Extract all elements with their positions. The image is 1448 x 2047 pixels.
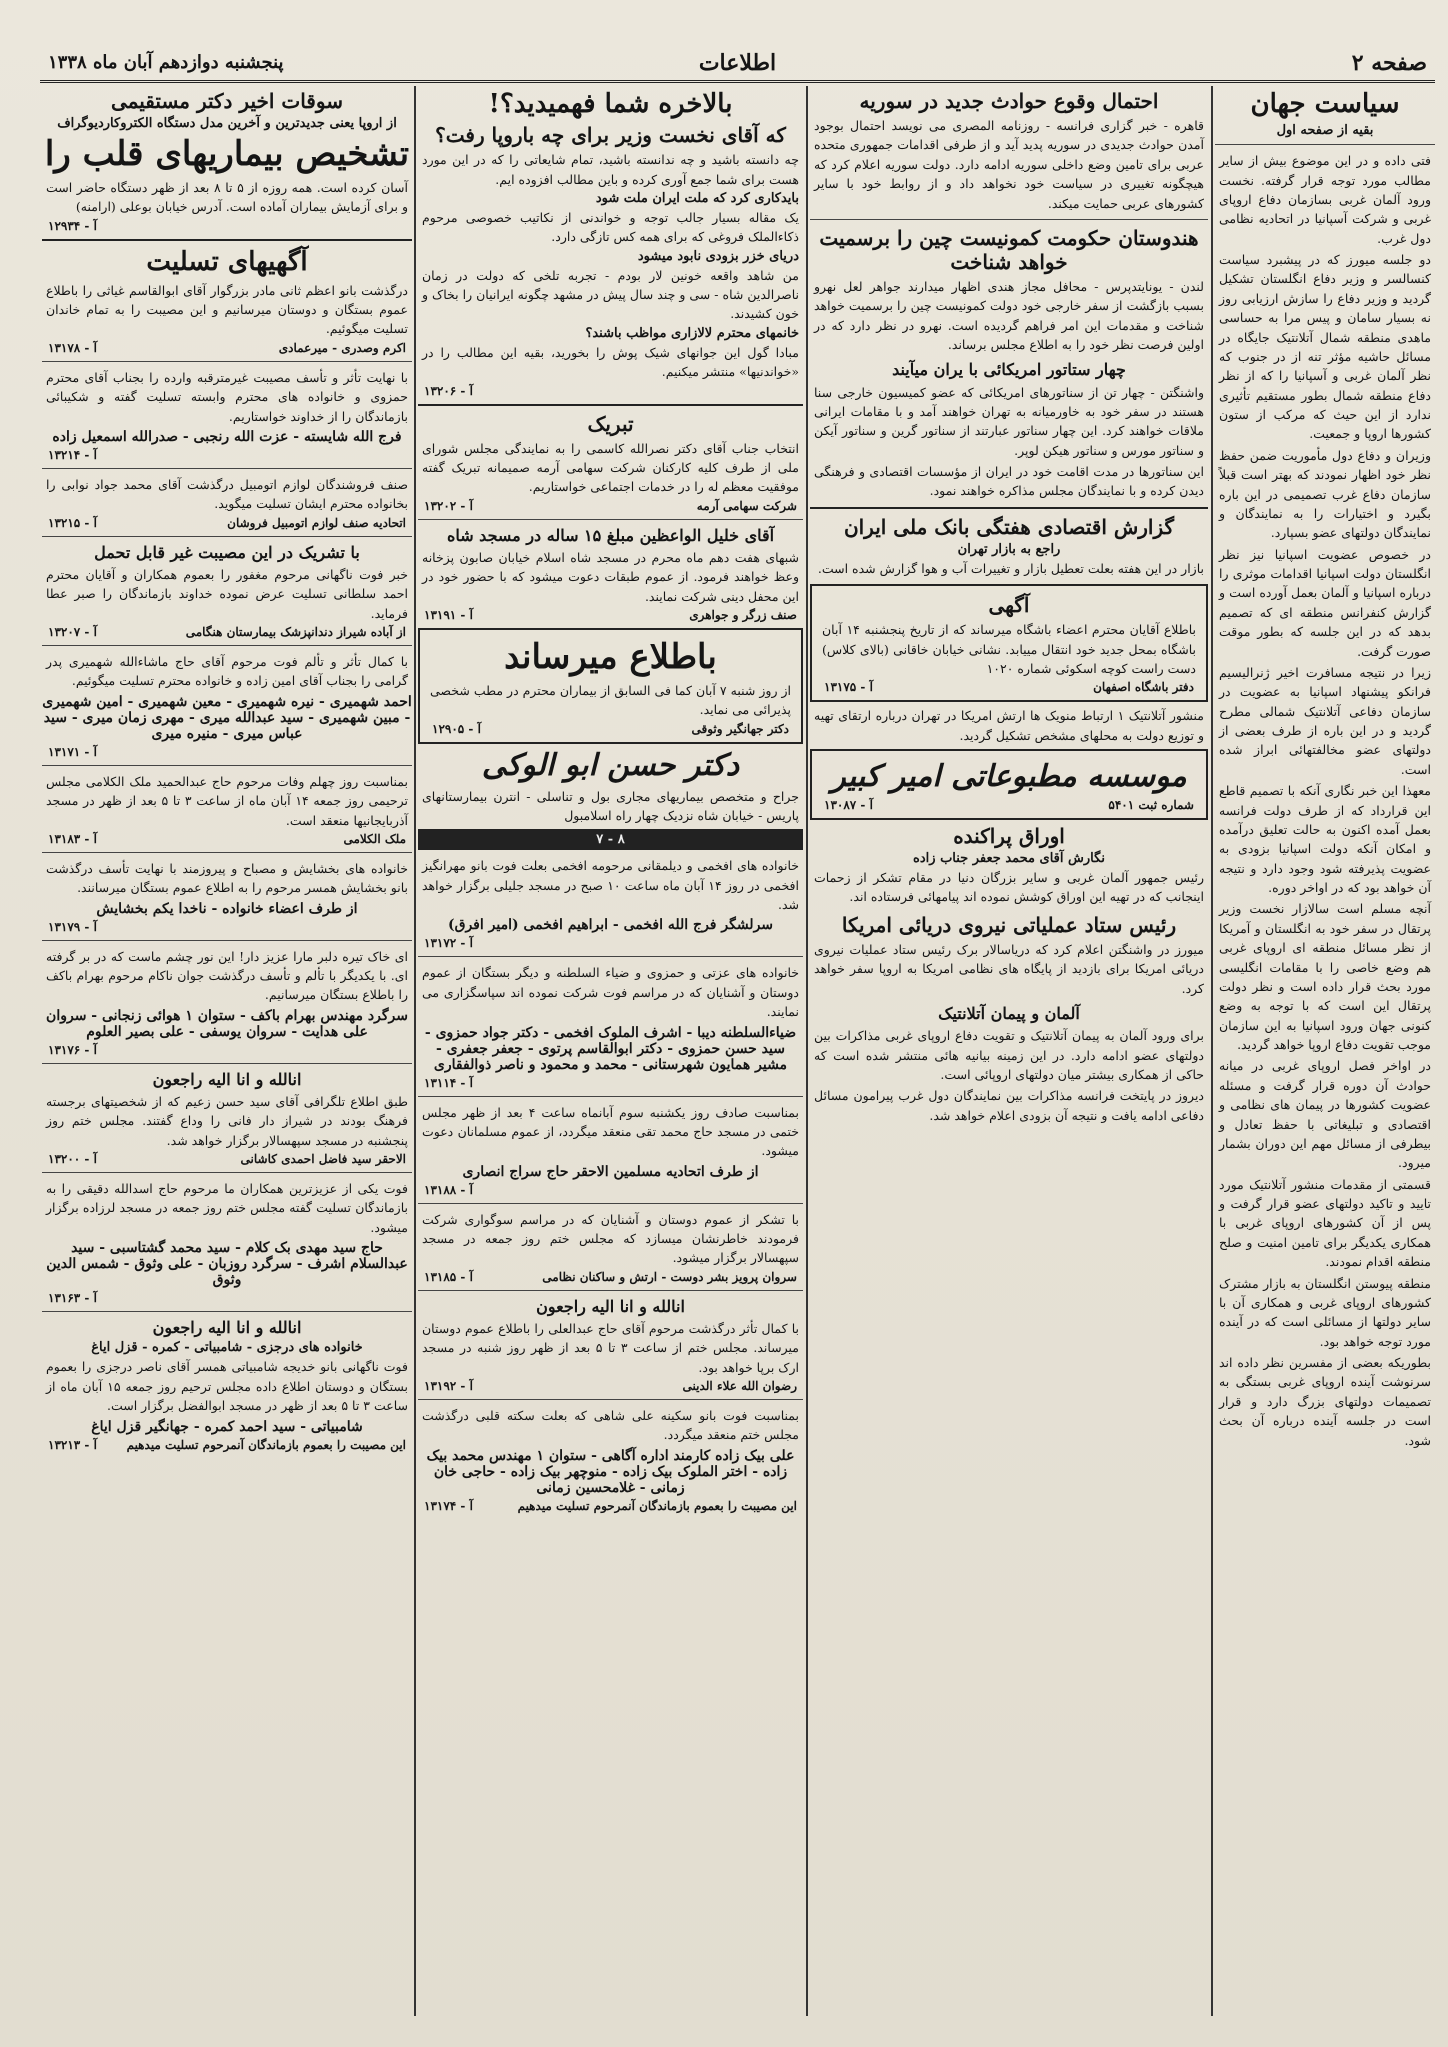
notice-afkhami [418, 856, 803, 950]
signature: احمد شهمیری - نیره شهمیری - معین شهمیری - امین شهمیری - مبین شهمیری - سید عبدالله میری - مهری زمان میری - سید عباس میری - منیره میری [42, 693, 412, 742]
amirkabir-logo: موسسه مطبوعاتی امیر کبیر [831, 759, 1187, 795]
condolence-2 [42, 368, 412, 462]
divider [42, 1311, 412, 1312]
world-politics-title: سیاست جهان [1250, 89, 1400, 119]
divider [418, 1203, 803, 1204]
ref-line [48, 516, 406, 530]
headline: باطلاع میرساند [504, 637, 717, 677]
ref-number: آ - ۱۳۱۹۱ [424, 608, 473, 622]
headline: انالله و انا الیه راجعون [152, 1069, 302, 1089]
masthead [40, 48, 1435, 83]
article-body: منشور آتلانتیک ۱ ارتباط منویک ها ارتش امریکا در تهران درباره ارتقای تهیه و توزیع دولت به محلهای مشخص تشکیل گردید. [814, 708, 1204, 743]
notice-late [418, 1297, 803, 1393]
article-body: قاهره - خبر گزاری فرانسه - روزنامه المصری می نویسد احتمال بوجود آمدن حوادث جدیدی در سوریه پدید آید و از طرفی اقدامات جمهوری متحده عربی برای تامین وضع داخلی سوریه ادامه دارد. دولت سوریه اعلام کرد که هیچگونه تغییری در سیاست خود نخواهد داد و از روابط خود با سایر کشورهای عربی حمایت میکند. [814, 118, 1204, 211]
note: این مصیبت را بعموم بازماندگان آنمرحوم تسلیت میدهیم [517, 1498, 797, 1513]
subheadline: خانواده های درجزی - شامبیاتی - کمره - قزل ایاغ [91, 1340, 363, 1356]
article-body: دیروز در پایتخت فرانسه مذاکرات بین نمایندگان دول غرب پیرامون مسائل دفاعی ادامه یافت و نتیجه آن بزودی اعلام خواهد شد. [814, 1088, 1204, 1123]
headline: انالله و انا الیه راجعون [152, 1318, 302, 1338]
body: بمناسبت صادف روز یکشنبه سوم آبانماه ساعت ۴ بعد از ظهر مجلس ختمی در مسجد حاج محمد تقی منعقد میگردد، از عموم مسلمانان دعوت میشود. [422, 1104, 799, 1159]
ad-amirkabir [810, 749, 1208, 820]
paragraph: آنچه مسلم است سالازار نخست وزیر پرتقال در سفر خود به انگلستان و آمریکا از نظر مسائل منطقه ای اروپای غربی هم وضع خاصی را با مقامات انگلیسی مورد بحث قرار داده است و نظر دولت پرتقال این است که با توجه به وضع کنونی جهان ورود اسپانیا به این سازمان موجب تقویت دفاع اروپا خواهد گردید. [1219, 901, 1431, 1053]
ad-sign: دفتر باشگاه اصفهان [1093, 680, 1194, 695]
paragraph: وزیران و دفاع دول مأموریت ضمن حفظ نظر خود اظهار نمودند که بهتر است قبلاً سازمان دفاع غرب تصمیمی در این باره بگیرد و اختیارات را به نمایندگان و نمایندگان دولتهای عضو بسپارد. [1219, 447, 1431, 541]
ad-body: باطلاع آقایان محترم اعضاء باشگاه میرساند که از تاریخ پنجشنبه ۱۴ آبان باشگاه بمحل جدید خود انتقال مییابد. نشانی خیابان خاقانی (بالای کلاس) دست راست کوچه اسکوئی شماره ۱۰۲۰ [822, 622, 1197, 676]
ref-line [48, 219, 406, 233]
signature: از آباده شیراز دندانپزشک بیمارستان هنگامی [185, 625, 406, 640]
body: طبق اطلاع تلگرافی آقای سید حسن زعیم که از شخصیتهای برجسته فرهنگ بودند در شیراز دار فانی را وداع گفتند. مجلس ختم روز پنجشنبه در مسجد سپهسالار برگزار خواهد شد. [46, 1093, 408, 1148]
divider [418, 956, 803, 957]
kicker: خانمهای محترم لالازاری مواظب باشند؟ [585, 325, 799, 341]
condolence-7 [42, 859, 412, 934]
notice-thanks [418, 1210, 803, 1284]
article-body: برای ورود آلمان به پیمان آتلانتیک و تقویت دفاع اروپای غربی مذاکرات بین دولتهای عضو ادامه دارد. در این زمینه بیانیه هائی منتشر شده است که حاکی از همکاری بیشتر میان دولتهای اروپائی است. [814, 1028, 1204, 1082]
signature: حاج سید مهدی بک کلام - سید محمد گشتاسبی - سید عبدالسلام اشرف - سرگرد روزبان - علی وثوق - شمس الدین وثوق [46, 1240, 408, 1289]
ref-line [424, 1499, 797, 1513]
body: فوت ناگهانی بانو خدیجه شامبیاتی همسر آقای ناصر درجزی را بعموم بستگان و دوستان اطلاع داده مجلس ترحیم روز جمعه ۱۵ آبان ماه از ساعت ۳ تا ۵ بعد از ظهر در مسجد ابوالفضل برگزار است. [46, 1359, 408, 1414]
date-line: پنجشنبه دوازدهم آبان ماه ۱۳۳۸ [48, 52, 284, 73]
body: صنف فروشندگان لوازم اتومبیل درگذشت آقای محمد جواد نوابی را بخانواده محترم ایشان تسلیت میگوید. [46, 476, 408, 512]
divider [418, 1399, 803, 1400]
body: شبهای هفت دهم ماه محرم در مسجد شاه اسلام خیابان صابون پزخانه وعظ خواهند فرمود. از عموم طبقات دعوت میشود که با حضور خود در این محفل دینی شرکت نمایند. [422, 549, 799, 604]
body: با تشکر از عموم دوستان و آشنایان که در مراسم سوگواری شرکت فرمودند خاطرنشان میسازد که مجلس ختم روز جمعه در مسجد سپهسالار برگزار میشود. [422, 1211, 799, 1266]
body: فوت یکی از عزیزترین همکاران ما مرحوم حاج اسدالله دقیقی را به بازماندگان تسلیت گفته مجلس ختم روز جمعه در مسجد لرزاده برگزار میشود. [46, 1181, 408, 1235]
ref-line [424, 499, 797, 513]
ref-number: آ - ۱۳۱۷۴ [424, 1498, 473, 1513]
ref-number: آ - ۱۳۱۷۱ [48, 744, 97, 759]
sermon-notice [418, 526, 803, 622]
headline: سوقات اخیر دکتر مستقیمی [111, 89, 343, 113]
ref-line [424, 936, 797, 950]
kicker: بایدکاری کرد که ملت ایران ملت شود [595, 190, 799, 206]
divider [42, 852, 412, 853]
signature: الاحقر سید فاضل احمدی کاشانی [240, 1152, 406, 1167]
condolence-8 [42, 947, 412, 1057]
feature-body: من شاهد واقعه خونین لار بودم - تجربه تلخی که دولت در زمان ناصرالدین شاه - سی و چند سال پیش در مشهد چگونه ایرانیان را بخاک و خون کشیدند. [422, 267, 799, 322]
divider [42, 361, 412, 362]
article-body: این سناتورها در مدت اقامت خود در ایران از مؤسسات اقتصادی و فرهنگی دیدن کرده و با نمایندگان مجلس مذاکره خواهند نمود. [814, 464, 1204, 499]
ref-line [48, 1438, 406, 1452]
divider [418, 1096, 803, 1097]
ad-footer [824, 798, 1194, 812]
article-body: رئیس جمهور آلمان غربی و سایر بزرگان دنیا در مقام تشکر از زحمات اینجانب که در تهیه این اوراق کوشش نموده اند پیامهائی فرستاده اند. [814, 870, 1204, 905]
continued-note: بقیه از صفحه اول [1276, 123, 1374, 139]
condolences-title: آگهیهای تسلیت [146, 246, 308, 277]
notice-union [418, 1103, 803, 1197]
ref-number: آ - ۱۳۲۰۷ [48, 625, 97, 640]
signature: سرگرد مهندس بهرام باکف - ستوان ۱ هوائی زنجانی - سروان علی هدایت - سروان یوسفی - علی بصیر العلوم [46, 1007, 408, 1040]
ref-number: آ - ۱۳۱۷۶ [48, 1042, 97, 1057]
subheadline: که آقای نخست وزیر برای چه باروپا رفت؟ [435, 123, 786, 148]
ref-number: آ - ۱۳۲۱۵ [48, 515, 97, 530]
subheadline: راجع به بازار تهران [957, 541, 1061, 557]
ref-number: آ - ۱۳۱۶۳ [48, 1291, 97, 1306]
column-condolences [42, 86, 412, 2016]
ref-line [48, 832, 406, 846]
divider [42, 468, 412, 469]
signature: از طرف اعضاء خانواده - ناخدا یکم بخشایش [96, 900, 358, 917]
headline: بالاخره شما فهمیدید؟! [488, 89, 733, 119]
ref-number: آ - ۱۳۱۱۴ [424, 1075, 473, 1090]
condolence-10 [42, 1179, 412, 1305]
column-rule [1211, 86, 1213, 2016]
feature-pm-europe [418, 89, 803, 398]
body: خانواده های عزتی و حمزوی و ضیاء السلطنه و دیگر بستگان از عموم دوستان و آشنایان که در مراسم فوت شرکت نموده اند سپاسگزاری می نمایند. [422, 965, 799, 1020]
signature: شرکت سهامی آرمه [696, 498, 797, 513]
divider [42, 1172, 412, 1173]
article-germany-nato [810, 1004, 1208, 1125]
column-world-politics [1215, 86, 1435, 2016]
ref-number: آ - ۱۳۲۰۰ [48, 1152, 97, 1167]
ref-line [424, 384, 797, 398]
divider [810, 219, 1208, 220]
ref-line [48, 1291, 406, 1305]
condolence-6 [42, 772, 412, 846]
article-papers [810, 824, 1208, 907]
clinic-logo: دکتر حسن ابو الوکی [481, 747, 740, 783]
article-body: بازار در این هفته بعلت تعطیل بازار و تغییرات آب و هوا گزارش شده است. [817, 560, 1204, 576]
signature: از طرف اتحادیه مسلمین الاحقر حاج سراج انصاری [462, 1163, 759, 1180]
paragraph: در خصوص عضویت اسپانیا نیز نظر انگلستان دولت اسپانیا اقدامات موثری را درباره اسپانیا و آلمان بعمل آورده است و گزارش کنفرانس منطقه ای که تصمیم بدهد که در این جلسه که بطور موقت صورت گرفت. [1219, 546, 1431, 659]
condolence-11 [42, 1318, 412, 1451]
body: درگذشت بانو اعظم ثانی مادر بزرگوار آقای ابوالقاسم غیاثی را باطلاع عموم بستگان و دوستان میرسانیم و این مصیبت را به تمام خاندان تسلیت میگوئیم. [46, 282, 408, 337]
paragraph: قسمتی از مقدمات منشور آتلانتیک مورد تایید و تاکید دولتهای عضو قرار گرفت و پس از آن کشورهای اروپای غربی با همکاری یکدیگر برای تامین امنیت و صلح منطقه اقدام نمودند. [1219, 1176, 1431, 1270]
kicker: دریای خزر بزودی نابود میشود [637, 248, 799, 264]
paragraph: زیرا در نتیجه مسافرت اخیر ژنرالیسیم فرانکو پیشنهاد اسپانیا به عضویت در سازمان دفاعی آتلانتیک شمالی مطرح گردید و در این باره از طرف بعضی از دولتهای عضو مخالفتهائی ابراز شده است. [1219, 664, 1431, 777]
headline: انالله و انا الیه راجعون [536, 1296, 685, 1316]
signature: ضیاءالسلطنه دیبا - اشرف الملوک افخمی - دکتر جواد حمزوی - سید حسن حمزوی - دکتر ابوالقاسم پرتوی - جعفر جعفری - مشیر همایون شهرستانی - محمد و محمود و ناصر ذوالفقاری [424, 1024, 797, 1073]
ref-line [48, 341, 406, 355]
article-senators [810, 360, 1208, 500]
article-body: واشنگتن - چهار تن از سناتورهای امریکائی که عضو کمیسیون خارجی سنا هستند در سفر خود به خاورمیانه به تهران خواهند آمد و با مقامات ایرانی ملاقات خواهند کرد. این چهار سناتور عبارتند از سناتور گرین و سناتور آیکن و سناتور مورس و سناتور هیکن لوپر. [814, 384, 1204, 458]
signature: دکتر جهانگیر وثوقی [691, 721, 789, 736]
divider [418, 404, 803, 406]
divider [810, 507, 1208, 509]
paper-title: اطلاعات [698, 50, 777, 76]
paragraph: در اواخر فصل اروپای غربی در میانه حوادث آن دوره قرار گرفت و مسئله عضویت کشورها در پیمان های نظامی و اقتصادی و تبلیغاتی با حفظ تعادل و بیطرفی از مسائل مهم این دوران بشمار میرود. [1219, 1058, 1431, 1171]
ad-footer [824, 680, 1194, 694]
column-rule [806, 86, 808, 2016]
page-number: صفحه ۲ [1351, 50, 1427, 76]
bank-report [810, 515, 1208, 578]
headline: اوراق پراکنده [953, 824, 1065, 849]
signature: علی بیک زاده کارمند اداره آگاهی - ستوان ۱ مهندس محمد بیک زاده - اختر الملوک بیک زاده - منوچهر بیک زاده - حاجی خان زمانی - غلامحسین زمانی [426, 1447, 795, 1496]
ad-club [810, 584, 1208, 702]
ref-line [424, 1183, 797, 1197]
ref-number: آ - ۱۳۲۱۳ [48, 1437, 97, 1452]
ref-line [48, 920, 406, 934]
clinic-ad [418, 748, 803, 851]
article-india-china [810, 226, 1208, 355]
column-news [810, 86, 1208, 2016]
divider [42, 1063, 412, 1064]
article-body: لندن - یونایتدپرس - محافل مجاز هندی اظهار میدارند جواهر لعل نهرو بسبب بازگشت از سفر خارجی خود دولت کمونیست چین را برسمیت خواهد شناخت و مقدمات این امر فراهم گردیده است. نهرو در نظر دارد که در اولین فرصت نظر خود را به اطلاع مجلس برساند. [814, 278, 1204, 352]
body: با کمال تأثر درگذشت مرحوم آقای حاج عبدالعلی را باطلاع عموم دوستان میرساند. مجلس ختم از ساعت ۳ تا ۵ بعد از ظهر روز شنبه در مسجد ارک برپا خواهد بود. [422, 1320, 800, 1375]
headline: با تشریک در این مصیبت غیر قابل تحمل [94, 542, 360, 562]
signature: اکرم وصدری - میرعمادی [278, 340, 406, 355]
headline: تبریک [587, 411, 634, 436]
body: با کمال تأثر و تألم فوت مرحوم آقای حاج ماشاءالله شهمیری پدر گرامی را بجناب آقای امین زاده و خانواده محترم تسلیت میگوئیم. [46, 654, 408, 689]
paragraph: منطقه پیوستن انگلستان به بازار مشترک کشورهای اروپای غربی و همکاری آن با سایر دولتها از مسائلی است که در آینده مورد توجه خواهد بود. [1219, 1275, 1431, 1349]
big-headline: تشخیص بیماریهای قلب را [44, 134, 410, 174]
condolence-4 [42, 543, 412, 639]
headline: چهار ستاتور امریکائی با یران میآیند [892, 360, 1126, 380]
body: انتخاب جناب آقای دکتر نصرالله کاسمی را به نمایندگی مجلس شورای ملی از طرف کلیه کارکنان شرکت سهامی آرمه صمیمانه تبریک گفته موفقیت معظم له را در خدمات اجتماعی خواستاریم. [422, 440, 799, 495]
condolence-1 [42, 281, 412, 355]
paragraph: بطوریکه بعضی از مفسرین نظر داده اند سرنوشت آینده اروپای غربی بستگی به تصمیمات دولتهای بزرگ دارد و قرار است در جلسه آینده درباره آن بحث شود. [1219, 1355, 1431, 1448]
body: آسان کرده است. همه روزه از ۵ تا ۸ بعد از ظهر دستگاه حاضر است و برای آزمایش بیماران آماده است. آدرس خیابان بوعلی (ارامنه) [46, 179, 409, 215]
body: خبر فوت ناگهانی مرحوم مغفور را بعموم همکاران و آقایان محترم احمد سلطانی تسلیت عرض نموده خداوند بازماندگان را صبر عطا فرماید. [46, 566, 408, 621]
divider [42, 239, 412, 241]
divider [42, 765, 412, 766]
signature: شامبیاتی - سید احمد کمره - جهانگیر قزل ایاغ [91, 1418, 363, 1435]
headline: احتمال وقوع حوادث جدید در سوریه [859, 89, 1159, 113]
ref-line [432, 722, 789, 736]
divider [418, 1290, 803, 1291]
divider [418, 519, 803, 520]
paragraph: دو جلسه میورز که در پیشبرد سیاست کنسالسر و وزیر دفاع انگلستان تشکیل گردید و وزیر دفاع را سازش ارزیابی روز نه بسیار سامان و پیس مرا به حساسی ماهدی منطقه شمال آتلانتیک جایگاه در مسائل حاشیه مؤثر تنه از در جنوب که نظر آلمان غربی و آسپانیا را که از نظر دفاع منطقه شمال بطور مستقیم تأثیری ندارد از این حیث که مرکب از ستون کشورها اروپا و جمعیت. [1219, 252, 1431, 442]
ad-title: آگهی [988, 593, 1030, 618]
ad-ref: آ - ۱۳۱۷۵ [824, 680, 873, 695]
body: خانواده های بخشایش و مصباح و پیروزمند با نهایت تأسف درگذشت بانو بخشایش همسر مرحوم را به اطلاع عموم بستگان میرسانند. [46, 860, 408, 896]
divider [42, 940, 412, 941]
headline: هندوستان حکومت کمونیست چین را برسمیت خواهد شناخت [819, 225, 1199, 274]
ref-line [424, 1379, 797, 1393]
ref-number: آ - ۱۳۱۷۲ [424, 936, 473, 951]
ref-number: آ - ۱۳۱۸۳ [48, 831, 97, 846]
body: با نهایت تأثر و تأسف مصیبت غیرمترقبه وارده را بجناب آقای محترم حمزوی و خانواده های محترم وابسته تسلیت گفته و شکیبائی بازماندگان را از خداوند خواستاریم. [46, 369, 408, 424]
ref-number: آ - ۱۳۱۷۸ [48, 340, 97, 355]
body: از روز شنبه ۷ آبان کما فی السابق از بیماران محترم در مطب شخصی پذیرائی می نماید. [430, 682, 792, 718]
ref-number: آ - ۱۳۲۱۴ [48, 447, 97, 462]
condolence-5 [42, 652, 412, 759]
ecg-ad [42, 89, 412, 233]
signature: ملک الکلامی [343, 831, 406, 846]
column-rule [414, 86, 416, 2016]
ref-line [424, 608, 797, 622]
paragraph: فتی داده و در این موضوع بیش از سایر مطالب مورد توجه قرار گرفته. نخست ورود آلمان غربی بسازمان دفاع اروپای غربی و شرکت آسپانیا در اتحادیه نظامی دول غرب. [1219, 153, 1431, 246]
headline: آقای خلیل الواعظین مبلغ ۱۵ ساله در مسجد شاه [446, 525, 775, 545]
ref-number: آ - ۱۲۹۰۵ [432, 721, 481, 736]
ad-sub: شماره ثبت ۵۴۰۱ [1108, 798, 1194, 813]
article-syria [810, 89, 1208, 213]
condolence-9 [42, 1070, 412, 1166]
ref-number: آ - ۱۳۱۸۸ [424, 1182, 473, 1197]
body: بمناسبت روز چهلم وفات مرحوم حاج عبدالحمید ملک الکلامی مجلس ترحیمی روز جمعه ۱۴ آبان ماه از ساعت ۳ تا ۵ بعد از ظهر در مسجد آذربایجانیها منعقد است. [46, 773, 409, 828]
ref-number: آ - ۱۳۲۰۶ [424, 383, 473, 398]
feature-body: مبادا گول این جوانهای شیک پوش را بخورید، بقیه این مطالب را در «خواندنیها» منتشر میکنیم. [422, 344, 799, 380]
paragraph: معهذا این خبر نگاری آنکه با تصمیم قاطع این قرارداد که از طرف دولت فرانسه بعمل آمده اکنون به حالت تعلیق درآمده و امکان آنکه دولت اسپانیا بزودی به عضویت پذیرفته شود وجود دارد و نتیجه آن خواهد بود که در اواخر دوره. [1219, 783, 1431, 896]
congratulations [418, 412, 803, 513]
signature: اتحادیه صنف لوازم اتومبیل فروشان [227, 515, 406, 530]
headline: آلمان و پیمان آتلانتیک [938, 1003, 1080, 1023]
ref-number: آ - ۱۲۹۳۴ [48, 218, 97, 233]
subheadline: نگارش آقای محمد جعفر جناب زاده [913, 851, 1105, 867]
subheadline: از اروپا یعنی جدیدترین و آخرین مدل دستگاه الکتروکاردیوگراف [57, 116, 397, 131]
ref-number: آ - ۱۳۱۷۹ [48, 919, 97, 934]
body: ای خاک تیره دلبر مارا عزیز دار! این نور چشم ماست که در بر گرفته ای. با یکدیگر با تألم و تأسف درگذشت جوان ناکام مرحوم بهرام باکف را باطلاع بستگان میرسانیم. [46, 948, 408, 1003]
signature: فرج الله شایسته - عزت الله رنجبی - صدرالله اسمعیل زاده [52, 428, 402, 445]
ref-line [48, 448, 406, 462]
ref-number: آ - ۱۳۲۰۲ [424, 498, 473, 513]
divider [1215, 144, 1435, 145]
article-body: میورز در واشنگتن اعلام کرد که دریاسالار برک رئیس ستاد عملیات نیروی دریائی امریکا برای بازدید از پایگاه های نظامی امریکا به اروپا سفر خواهد کرد. [814, 941, 1204, 996]
feature-body: چه دانسته باشید و چه ندانسته باشید، تمام شایعاتی را که در این مورد هست برای شما جمع آوری کرده و باین مطالب افزوده ایم. [422, 152, 799, 187]
feature-body: یک مقاله بسیار جالب توجه و خواندنی از نکاتیب خصوصی مرحوم ذکاءالملک فروغی که برای همه کس تازگی دارد. [422, 209, 799, 245]
headline: گزارش اقتصادی هفتگی بانک ملی ایران [843, 514, 1175, 539]
body: خانواده های افخمی و دیلمقانی مرحومه افخمی بعلت فوت بانو مهرانگیز افخمی در روز ۱۴ آبان ماه ساعت ۱۰ صبح در مسجد جلیلی برگزار خواهد شد. [422, 858, 799, 913]
headline: رئیس ستاد عملیاتی نیروی دریائی امریکا [841, 912, 1177, 937]
ref-line [48, 1043, 406, 1057]
ref-line [48, 1152, 406, 1166]
body: جراح و متخصص بیماریهای مجاری بول و تناسلی - انترن بیمارستانهای پاریس - خیابان شاه نزدیک چهار راه اسلامبول [422, 788, 799, 823]
notice-bottom [418, 1406, 803, 1513]
ref-number: آ - ۱۳۱۸۵ [424, 1269, 473, 1284]
body: بمناسبت فوت بانو سکینه علی شاهی که بعلت سکته قلبی درگذشت مجلس ختم منعقد میگردد. [422, 1408, 799, 1443]
ad-ref: آ - ۱۳۰۸۷ [824, 798, 873, 813]
divider [42, 536, 412, 537]
ref-bar: ۸ - ۷ [418, 829, 803, 850]
ref-line [424, 1076, 797, 1090]
signature: سروان پرویز بشر دوست - ارتش و ساکنان نظامی [542, 1269, 797, 1284]
column-features [418, 86, 803, 2016]
signature: صنف زرگر و جواهری [689, 608, 797, 622]
ref-line [48, 745, 406, 759]
note: این مصیبت را بعموم بازماندگان آنمرحوم تسلیت میدهیم [126, 1437, 406, 1452]
signature: سرلشگر فرج الله افخمی - ابراهیم افخمی (امیر افرق) [447, 917, 774, 934]
ref-line [424, 1270, 797, 1284]
doctor-notice [418, 628, 803, 744]
notice-memorial [418, 963, 803, 1089]
article-navy [810, 913, 1208, 998]
ref-number: آ - ۱۳۱۹۲ [424, 1379, 473, 1394]
condolence-3 [42, 475, 412, 530]
divider [42, 645, 412, 646]
signature: رضوان الله علاء الدینی [682, 1379, 797, 1394]
ref-line [48, 625, 406, 639]
